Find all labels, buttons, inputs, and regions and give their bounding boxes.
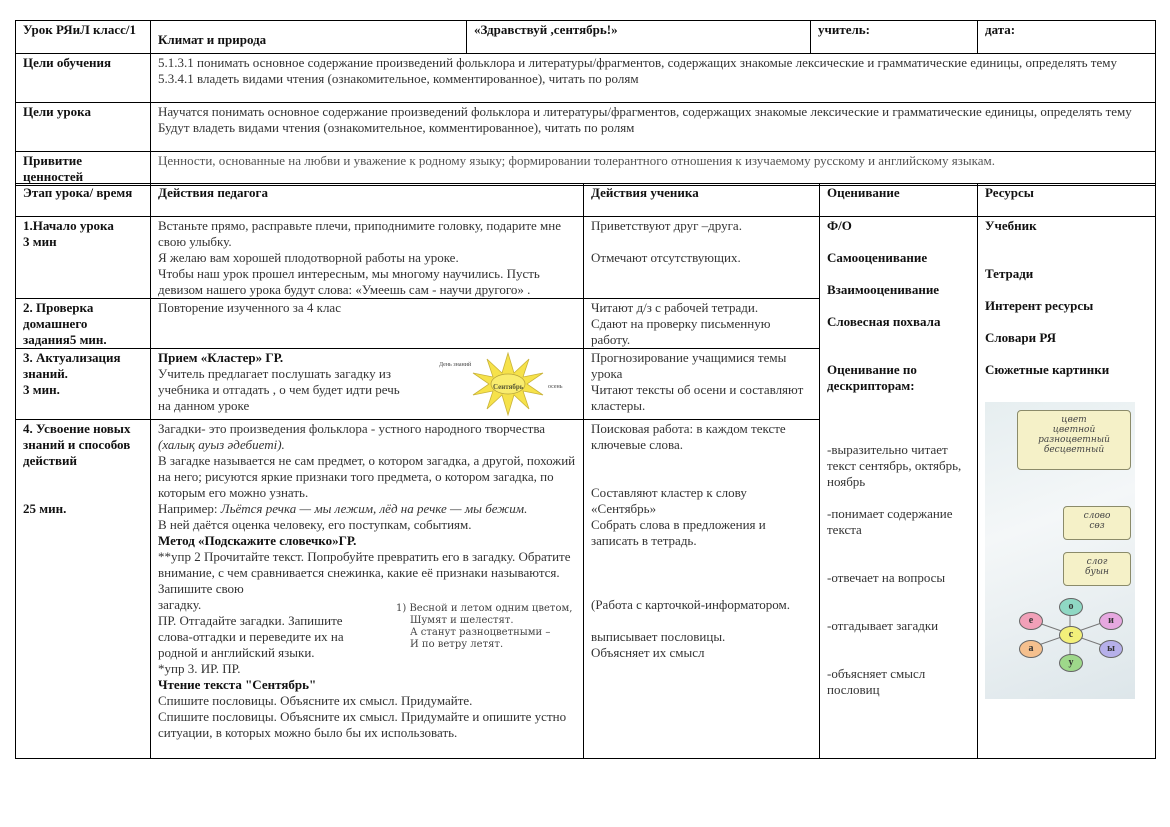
col-header-assessment: Оценивание [820,184,978,217]
student-text: Отмечают отсутствующих. [591,250,741,265]
resource-item: Учебник [985,218,1037,233]
teacher-text: Чтобы наш урок прошел интересным, мы многому научились. Пусть девизом нашего урока будут слова: «Умеешь сам - научи другого» . [158,266,540,297]
lesson-class-cell: Урок РЯиЛ класс/1 [16,21,151,54]
col-header-stage: Этап урока/ время [16,184,151,217]
stage-2-label: 2. Проверка домашнего задания5 мин. [16,299,151,349]
riddle-definition: Загадки- это произведения фольклора - устного народного творчества [158,421,546,436]
stage-2-student [584,299,820,349]
stage-3-label [16,349,151,420]
method-heading: Метод «Подскажите словечко»ГР. [158,533,357,548]
teacher-label-cell: учитель: [811,21,978,54]
sun-left-label: День знаний [439,362,472,368]
learning-goal-2: 5.3.4.1 владеть видами чтения (ознакомительное, комментированное), читать по ролям [158,71,639,86]
lesson-plan-table [15,183,1156,759]
stage-4-label [16,420,151,759]
student-text: Приветствуют друг –друга. [591,218,742,233]
table-row [16,217,1156,299]
lesson-goal-1: Научатся понимать основное содержание произведений фольклора и литературы/фрагментов, содержащих знакомые лексические и грамматические единицы, определять тему [158,104,1132,119]
student-text: Сдают на проверку письменную работу. [591,316,771,347]
stage-3-teacher [151,349,584,420]
student-text: Поисковая работа: в каждом тексте ключевые слова. [591,421,786,452]
exercise-2-end: загадку. [158,597,202,612]
resource-item: Интерент ресурсы [985,298,1094,313]
teacher-text: В загадке называется не сам предмет, о котором загадка, а другой, похожий на него; рисуются яркие признаки того предмета, о котором загадка, по которым его можно узнать. [158,453,576,500]
assessment-item: Ф/О [827,218,852,233]
student-text: Прогнозирование учащимися темы урока [591,350,787,381]
resources-cell [978,217,1156,759]
word-scroll-color: цвет цветной разноцветный бесцветный [1017,410,1131,470]
stage-4-name: 4. Усвоение новых знаний и способов действий [23,421,131,468]
student-text: Читают д/з с рабочей тетради. [591,300,759,315]
stage-4-student [584,420,820,759]
proverbs-task-extended: Спишите пословицы. Объясните их смысл. Придумайте и опишите устно ситуации, в которых можно было бы их использовать. [158,709,567,740]
values-text: Ценности, основанные на любви и уважение к родному языку; формировании толерантного отношения к изучаемому русскому и английскому языкам. [151,152,1156,186]
lesson-title-cell: «Здравствуй ,сентябрь!» [467,21,811,54]
assessment-item: Взаимооценивание [827,282,940,297]
col-header-resources: Ресурсы [978,184,1156,217]
student-text: Читают тексты об осени и составляют кластеры. [591,382,804,413]
exercise-2: **упр 2 Прочитайте текст. Попробуйте превратить его в загадку. Обратите внимание, с чем сравнивается снежинка, какие её признаки называются. Запишите свою [158,549,571,596]
stage-3-name: 3. Актуализация знаний. [23,350,121,381]
descriptor-item: -выразительно читает текст сентябрь, октябрь, ноябрь [827,442,962,489]
pair-work-task: ПР. Отгадайте загадки. Запишите слова-отгадки и переведите их на родной и английский языки. [158,613,344,660]
descriptors-label: Оценивание по дескрипторам: [827,362,917,393]
descriptor-item: -объясняет смысл пословиц [827,666,926,697]
student-text: Составляют кластер к слову «Сентябрь» [591,485,747,516]
letter-node: у [1059,654,1083,672]
sun-cluster-picture [433,351,568,417]
riddle-definition-kazakh: (халық ауыз әдебиеті). [158,437,285,452]
stage-3-time: 3 мин. [23,382,60,397]
sun-center-label: Сентябрь [493,383,524,391]
riddle-excerpt: 1) Весной и летом одним цветом, Шумят и шелестят. А станут разноцветными – И по ветру летят. [396,603,573,650]
resource-item: Сюжетные картинки [985,362,1110,377]
word-scroll-word: слово сөз [1063,506,1131,540]
letter-node-center: с [1059,626,1083,644]
stage-1-name: 1.Начало урока [23,218,114,233]
topic-cell: Климат и природа [151,21,467,54]
lesson-goals-text [151,103,1156,152]
stage-1-teacher [151,217,584,299]
lesson-goals-label: Цели урока [16,103,151,152]
letter-node: и [1099,612,1123,630]
example-line: Например: Льётся речка — мы лежим, лёд на речке — мы бежим. [158,501,528,516]
vocabulary-picture [985,402,1135,699]
proverbs-task: Спишите пословицы. Объясните их смысл. Придумайте. [158,693,473,708]
student-text: (Работа с карточкой-информатором. [591,597,790,612]
word-scroll-syllable: слог буын [1063,552,1131,586]
col-header-teacher: Действия педагога [151,184,584,217]
descriptor-item: -отгадывает загадки [827,618,939,633]
resource-item: Тетради [985,266,1034,281]
exercise-3: *упр 3. ИР. ПР. [158,661,241,676]
stage-3-student [584,349,820,420]
teacher-text: В ней даётся оценка человеку, его поступкам, событиям. [158,517,472,532]
letter-node: о [1059,598,1083,616]
teacher-text: Встаньте прямо, расправьте плечи, приподнимите головку, подарите мне свою улыбку. [158,218,562,249]
date-label-cell: дата: [978,21,1156,54]
learning-goals-label: Цели обучения [16,54,151,103]
letter-node: е [1019,612,1043,630]
stage-1-student [584,217,820,299]
student-text: Собрать слова в предложения и записать в тетрадь. [591,517,766,548]
letter-node: ы [1099,640,1123,658]
lesson-goal-2: Будут владеть видами чтения (ознакомительное, комментированное), читать по ролям [158,120,635,135]
student-text: Объясняет их смысл [591,645,705,660]
descriptor-item: -отвечает на вопросы [827,570,946,585]
reading-heading: Чтение текста "Сентябрь" [158,677,317,692]
student-text: выписывает пословицы. [591,629,726,644]
stage-4-teacher [151,420,584,759]
resource-item: Словари РЯ [985,330,1057,345]
descriptor-item: -понимает содержание текста [827,506,953,537]
values-label: Привитие ценностей [16,152,151,186]
stage-4-time: 25 мин. [23,501,67,516]
assessment-item: Самооценивание [827,250,928,265]
stage-1-label [16,217,151,299]
teacher-text: Учитель предлагает послушать загадку из учебника и отгадать , о чем будет идти речь на данном уроке [158,366,400,413]
cluster-method-heading: Прием «Кластер» ГР. [158,350,284,365]
teacher-text: Я желаю вам хорошей плодотворной работы на уроке. [158,250,459,265]
sun-right-label: осень [548,384,563,390]
lesson-header-table [15,20,1156,186]
col-header-student: Действия ученика [584,184,820,217]
learning-goal-1: 5.1.3.1 понимать основное содержание произведений фольклора и литературы/фрагментов, содержащих знакомые лексические и грамматические единицы, определять тему [158,55,1117,70]
assessment-item: Словесная похвала [827,314,941,329]
stage-2-teacher: Повторение изученного за 4 клас [151,299,584,349]
learning-goals-text [151,54,1156,103]
assessment-cell [820,217,978,759]
letter-node: а [1019,640,1043,658]
stage-1-time: 3 мин [23,234,57,249]
